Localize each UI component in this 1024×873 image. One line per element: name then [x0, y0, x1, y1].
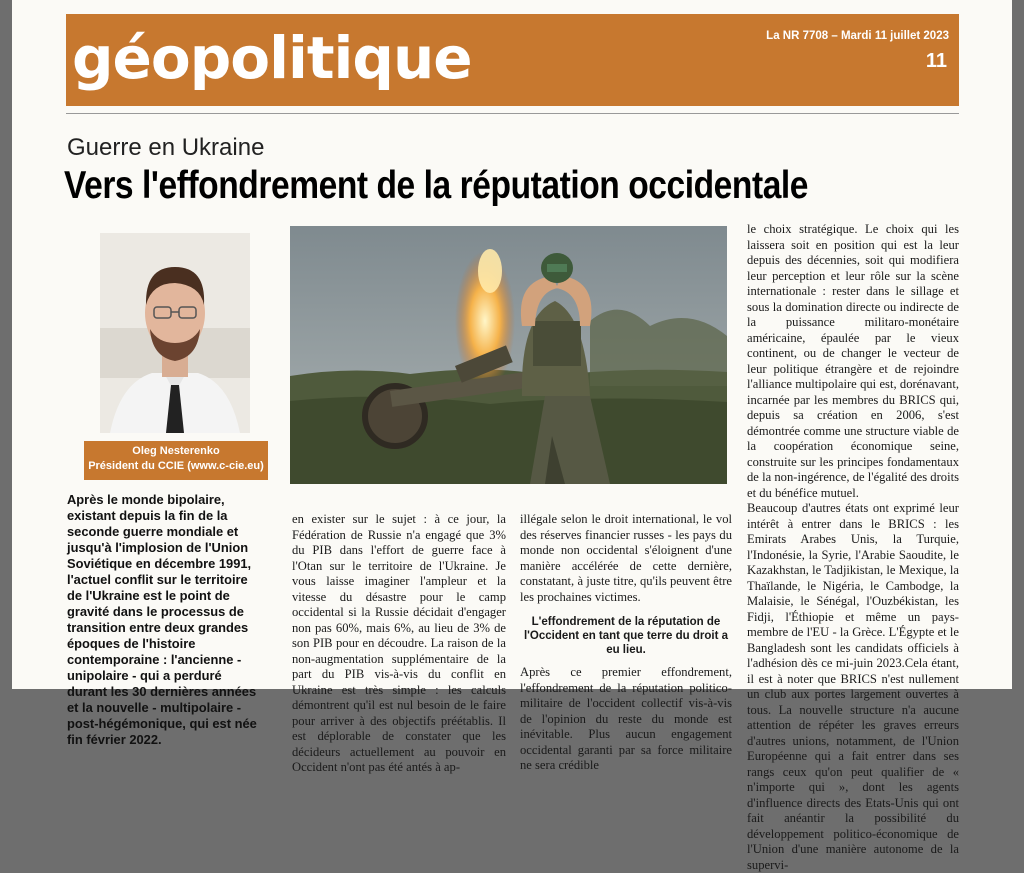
- newspaper-page: [12, 0, 1012, 872]
- author-caption: [84, 441, 268, 480]
- issue-dateline: La NR 7708 – Mardi 11 juillet 2023: [766, 30, 949, 42]
- author-portrait-image: [100, 233, 250, 433]
- section-banner: [66, 14, 959, 106]
- column-3-text-b: Après ce premier effondrement, l'effondrement de la réputation politico-militaire de l'occident collectif vis-à-vis de l'opinion du reste du monde est inévitable. Plus aucun engagement occidental garanti par sa force militaire ne sera crédible: [520, 665, 732, 772]
- page-number: 11: [925, 50, 947, 72]
- author-title: Président du CCIE (www.c-cie.eu): [88, 460, 264, 472]
- column-4-paragraph-1: le choix stratégique. Le choix qui les laissera soit en position qui est la leur depuis des décennies, soit qui modifiera leur perception et leur rôle sur la scène internationale : rester dans le sillage et sous la domination directe ou indirecte de la puissance militaro-monétaire américaine, épaulée par le vieux continent, ou de changer le vecteur de leur politique étrangère et de rejoindre l'alliance multipolaire qui est, dorénavant, incarnée par les membres du BRICS qui, depuis sa création en 2006, s'est démontrée comme une structure viable de la coopération économique seine, construite sur les principes fondamentaux de la non-ingérence, de l'égalité des droits et du bénéfice mutuel.: [747, 222, 959, 500]
- column-4-paragraph-2: Beaucoup d'autres états ont exprimé leur intérêt à entrer dans le BRICS : les Emirats Arabes Unis, la Turquie, l'Indonésie, la Syrie, l'Arabie Saoudite, le Kazakhstan, le Tadjikistan, le Mexique, la Thaïlande, le Nigéria, le Cambodge, la Malaisie, le Sénégal, l'Ouzbékistan, les Fidji, l'Éthiopie et même un pays-membre de l'EU - la Grèce. L'Égypte et le Bangladesh sont les candidats officiels à l'adhésion dès ce mi-juin 2023.Cela étant, il est à noter que BRICS n'est nullement un club aux portes largement ouvertes à tous. La nouvelle structure n'a aucune attention de répéter les graves erreurs d'autres unions, notamment, de l'Union Européenne qui a fait entrer dans ses rangs ceux qu'on peut qualifier de « n'importe qui », dont les agents d'influence directs des Etats-Unis qui ont fait anéantir la possibilité du développement politico-économique de l'Union d'une manière autonome de la supervi-: [747, 501, 959, 872]
- column-3-text: illégale selon le droit international, le vol des réserves financier russes - les pays du monde non occidental s'éloignent d'une manière accélérée de cette dernière, constatant, à juste titre, qu'ils peuvent être les prochaines victimes.: [520, 512, 732, 604]
- main-photo: [290, 226, 727, 484]
- artillery-soldier-photo: [290, 226, 727, 484]
- article-column-3: [520, 512, 732, 774]
- author-portrait: [100, 233, 250, 433]
- article-subhead: L'effondrement de la réputation de l'Occident en tant que terre du droit a eu lieu.: [523, 616, 728, 656]
- divider: [66, 113, 959, 114]
- article-kicker: Guerre en Ukraine: [67, 134, 265, 161]
- section-title: géopolitique: [72, 24, 472, 92]
- author-name: Oleg Nesterenko: [132, 445, 220, 457]
- article-lede: Après le monde bipolaire, existant depuis la fin de la seconde guerre mondiale et jusqu'à l'implosion de l'Union Soviétique en décembre 1991, l'actuel conflit sur le territoire de l'Ukraine est le point de gravité dans le processus de transition entre deux grandes époques de l'histoire contemporaine : l'ancienne - unipolaire - qui a perduré durant les 30 dernières années et la nouvelle - multipolaire - post-hégémonique, qui est née fin février 2022.: [67, 492, 257, 747]
- article-headline: Vers l'effondrement de la réputation occidentale: [64, 164, 809, 207]
- column-2-text: en exister sur le sujet : à ce jour, la Fédération de Russie n'a engagé que 3% du PIB dans l'effort de guerre face à l'Otan sur le territoire de l'Ukraine. Je vous laisse imaginer l'ampleur et la vitesse du désastre pour le camp occidental si la Russie décidait d'engager non pas 60%, mais 6%, au lieu de 3% de son PIB pour en découdre. La raison de la non-augmentation supplémentaire de la part du PIB vis-à-vis du conflit en Ukraine est très simple : les calculs démontrent qu'il est nul besoin de le faire pour arriver à des objectifs préétablis. Il est déplorable de constater que les décideurs actuellement au pouvoir en Occident n'ont pas été antés à ap-: [292, 512, 506, 774]
- article-column-4: [747, 222, 959, 873]
- article-column-2: [292, 512, 506, 776]
